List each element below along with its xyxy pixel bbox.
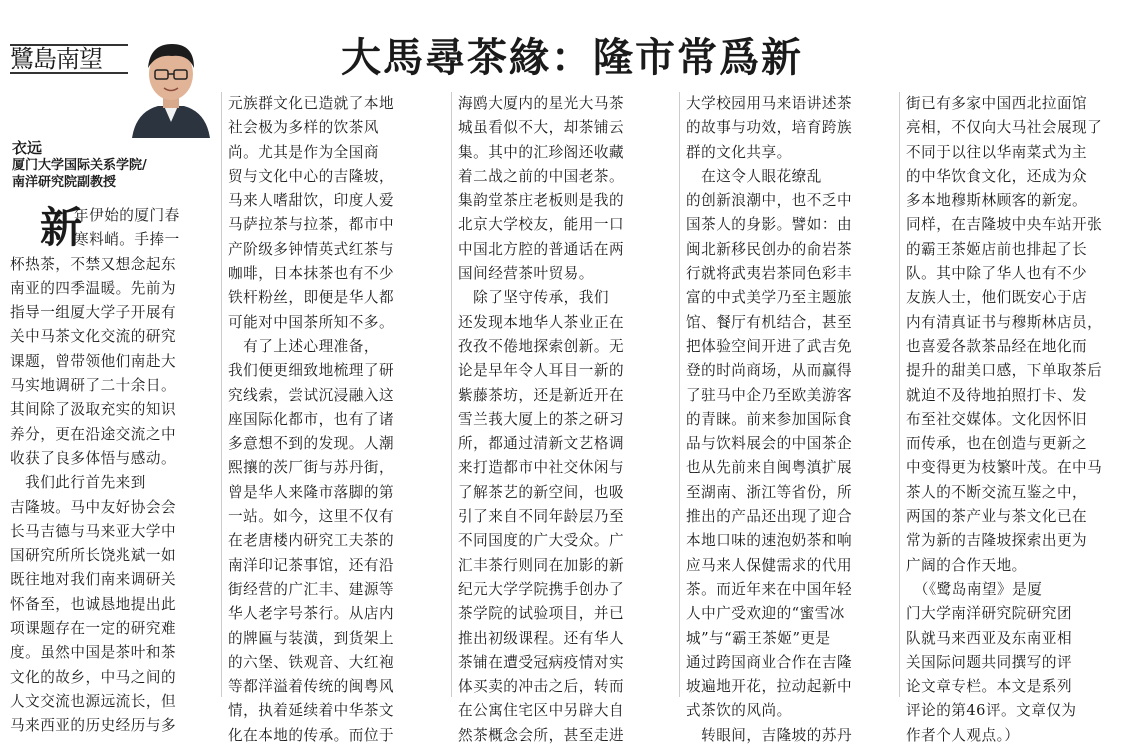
text-line: 元族群文化已造就了本地: [228, 95, 395, 112]
text-line: 不同于以往以华南菜式为主: [906, 143, 1088, 161]
text-line: 既往地对我们南来调研关: [10, 571, 177, 589]
column-divider: [221, 92, 222, 697]
text-line: 门大学南洋研究院研究团: [906, 605, 1073, 623]
article-column-1: [10, 204, 180, 739]
text-line: 在这令人眼花缭乱: [686, 167, 822, 185]
text-line: 关国际问题共同撰写的评: [906, 653, 1073, 671]
text-line: 在老唐楼内研究工夫茶的: [228, 532, 395, 550]
text-line: 亮相，不仅向大马社会展现了: [906, 119, 1103, 137]
text-line: 集韵堂茶庄老板则是我的: [458, 192, 625, 210]
text-line: 街经营的广汇丰、建源等: [228, 580, 395, 598]
author-title-line2: 南洋研究院副教授: [12, 175, 117, 190]
text-line: 的中华饮食文化，还成为众: [906, 167, 1088, 185]
text-line: 推出的产品还出现了迎合: [686, 508, 853, 526]
article-column-4: [686, 92, 852, 748]
text-line: 多意想不到的发现。人潮: [228, 435, 395, 453]
text-line: 长马吉德与马来亚大学中: [10, 522, 177, 540]
text-line: 来打造都市中社交休闲与: [458, 459, 625, 477]
text-line: 作者个人观点。）: [906, 726, 1020, 744]
text-line: 化在本地的传承。而位于: [228, 726, 395, 744]
text-line: 了解茶艺的新空间，也吸: [458, 483, 625, 501]
text-line: 内有清真证书与穆斯林店员，: [906, 313, 1103, 331]
text-line: 品与饮料展会的中国茶企: [686, 435, 853, 453]
text-line: 把体验空间开进了武吉免: [686, 337, 853, 355]
article-column-2: [228, 92, 394, 748]
text-line: 的霸王茶姬店前也排起了长: [906, 240, 1088, 258]
text-line: 群的文化共享。: [686, 143, 792, 161]
text-line: 闽北新移民创办的俞岩茶: [686, 240, 853, 258]
headline: 大馬尋茶緣：隆市常爲新: [341, 34, 803, 81]
text-line: 至湖南、浙江等省份，所: [686, 483, 853, 501]
text-line: 关中马茶文化交流的研究: [10, 328, 177, 346]
text-line: 还发现本地华人茶业正在: [458, 313, 625, 331]
text-line: 通过跨国商业合作在吉隆: [686, 653, 853, 671]
text-line: 国研究所所长饶兆斌一如: [10, 547, 177, 565]
text-line: 熙攘的茨厂街与苏丹街，: [228, 459, 395, 477]
text-line: 队就马来西亚及东南亚相: [906, 629, 1073, 647]
text-line: 也从先前来自闽粤滇扩展: [686, 459, 853, 477]
text-line: 式茶饮的风尚。: [686, 702, 792, 720]
text-line: 中国北方腔的普通话在两: [458, 240, 625, 258]
text-line: 纪元大学学院携手创办了: [458, 580, 625, 598]
text-line: 贸与文化中心的吉隆坡，: [228, 167, 395, 185]
text-line: 集。其中的汇珍阁还收藏: [458, 143, 625, 161]
text-line: 行就将武夷岩茶同色彩丰: [686, 265, 853, 283]
text-line: 寒料峭。手捧一: [74, 231, 180, 249]
text-line: 咖啡，日本抹茶也有不少: [228, 265, 395, 283]
author-portrait: [128, 36, 214, 138]
text-line: 情，执着延续着中华茶文: [228, 702, 395, 720]
text-line: 广阔的合作天地。: [906, 556, 1027, 574]
text-line: 提升的甜美口感，下单取茶后: [906, 362, 1103, 380]
text-line: 转眼间，吉隆坡的苏丹: [686, 726, 853, 744]
text-line: 也喜爱各款茶品经在地化而: [906, 337, 1088, 355]
text-line: 南亚的四季温暖。先前为: [10, 279, 177, 297]
text-line: 怀备至，也诚恳地提出此: [10, 595, 177, 613]
text-line: 馆、餐厅有机结合，甚至: [686, 313, 853, 331]
text-line: 尚。尤其是作为全国商: [228, 143, 379, 161]
text-line: 街已有多家中国西北拉面馆: [906, 95, 1088, 112]
column-divider: [899, 92, 900, 697]
text-line: 座国际化都市，也有了诸: [228, 410, 395, 428]
column-divider: [451, 92, 452, 697]
text-line: 引了来自不同年龄层乃至: [458, 508, 625, 526]
text-line: 友族人士，他们既安心于店: [906, 289, 1088, 307]
text-line: 我们此行首先来到: [10, 474, 146, 492]
text-line: 马来西亚的历史经历与多: [10, 717, 177, 735]
text-line: 大学校园用马来语讲述茶: [686, 95, 853, 112]
text-line: 南洋印记茶事馆，还有沿: [228, 556, 395, 574]
text-line: 体买卖的冲击之后，转而: [458, 678, 625, 696]
text-line: 城虽看似不大，却茶铺云: [458, 119, 625, 137]
article-column-3: [458, 92, 624, 748]
text-line: 收获了良多体悟与感动。: [10, 449, 177, 467]
author-name: 衣远: [12, 139, 43, 157]
text-line: 课题，曾带领他们南赴大: [10, 352, 177, 370]
text-line: 茶学院的试验项目，并已: [458, 605, 625, 623]
text-line: 本地口味的速泡奶茶和响: [686, 532, 853, 550]
text-line: 了驻马中企乃至欧美游客: [686, 386, 853, 404]
text-line: 茶。而近年来在中国年轻: [686, 580, 853, 598]
text-line: 铁杆粉丝，即便是华人都: [228, 289, 395, 307]
text-line: 多本地穆斯林顾客的新宠。: [906, 192, 1088, 210]
text-line: 常为新的吉隆坡探索出更为: [906, 532, 1088, 550]
column-divider: [679, 92, 680, 697]
text-line: 马萨拉茶与拉茶，都市中: [228, 216, 395, 234]
text-line: 的故事与功效，培育跨族: [686, 119, 853, 137]
text-line: 除了坚守传承，我们: [458, 289, 609, 307]
text-line: 人中广受欢迎的“蜜雪冰: [686, 605, 845, 623]
text-line: 曾是华人来隆市落脚的第: [228, 483, 395, 501]
text-line: 城”与“霸王茶姬”更是: [686, 629, 831, 647]
text-line: 两国的茶产业与茶文化已在: [906, 508, 1088, 526]
text-line: 茶人的不断交流互鉴之中，: [906, 483, 1088, 501]
text-line: 着二战之前的中国老茶。: [458, 167, 625, 185]
text-line: 论是早年令人耳目一新的: [458, 362, 625, 380]
text-line: 我们便更细致地梳理了研: [228, 362, 395, 380]
text-line: 的青睐。前来参加国际食: [686, 410, 853, 428]
text-line: 中变得更为枝繁叶茂。在中马: [906, 459, 1103, 477]
text-line: 然茶概念会所，甚至走进: [458, 726, 625, 744]
text-line: 产阶级多钟情英式红茶与: [228, 240, 395, 258]
text-line: 在公寓住宅区中另辟大自: [458, 702, 625, 720]
text-line: 杯热茶，不禁又想念起东: [10, 255, 177, 273]
text-line: （《鹭岛南望》是厦: [906, 580, 1043, 598]
text-line: 布至社交媒体。文化因怀旧: [906, 410, 1088, 428]
text-line: 度。虽然中国是茶叶和茶: [10, 644, 177, 662]
text-line: 评论的第46评。文章仅为: [906, 702, 1077, 720]
text-line: 海鸥大厦内的星光大马茶: [458, 95, 625, 112]
text-line: 推出初级课程。还有华人: [458, 629, 625, 647]
text-line: 就迫不及待地拍照打卡、发: [906, 386, 1088, 404]
text-line: 年伊始的厦门春: [74, 207, 180, 224]
text-line: 可能对中国茶所知不多。: [228, 313, 395, 331]
text-line: 登的时尚商场，从而赢得: [686, 362, 853, 380]
text-line: 究线索，尝试沉浸融入这: [228, 386, 395, 404]
text-line: 人文交流也源远流长，但: [10, 692, 177, 710]
text-line: 论文章专栏。本文是系列: [906, 678, 1073, 696]
text-line: 马实地调研了二十余日。: [10, 377, 177, 395]
text-line: 应马来人保健需求的代用: [686, 556, 853, 574]
author-info: [12, 140, 212, 191]
text-line: 的牌匾与装潢，到货架上: [228, 629, 395, 647]
text-line: 队。其中除了华人也有不少: [906, 265, 1088, 283]
text-line: 社会极为多样的饮茶风: [228, 119, 379, 137]
text-line: 汇丰茶行则同在加影的新: [458, 556, 625, 574]
text-line: 指导一组厦大学子开展有: [10, 304, 177, 322]
article-column-5: [906, 92, 1102, 748]
text-line: 紫藤茶坊，还是新近开在: [458, 386, 625, 404]
text-line: 不同国度的广大受众。广: [458, 532, 625, 550]
text-line: 文化的故乡，中马之间的: [10, 668, 177, 686]
text-line: 项课题存在一定的研究难: [10, 620, 177, 638]
text-line: 有了上述心理准备，: [228, 337, 379, 355]
text-line: 等都洋溢着传统的闽粤风: [228, 678, 395, 696]
text-line: 雪兰莪大厦上的茶之研习: [458, 410, 625, 428]
text-line: 茶铺在遭受冠病疫情对实: [458, 653, 625, 671]
text-line: 的六堡、铁观音、大红袍: [228, 653, 395, 671]
text-line: 国间经营茶叶贸易。: [458, 265, 594, 283]
text-line: 吉隆坡。马中友好协会会: [10, 498, 177, 516]
author-title-line1: 厦门大学国际关系学院/: [12, 158, 147, 173]
text-line: 富的中式美学乃至主题旅: [686, 289, 853, 307]
text-line: 而传承，也在创造与更新之: [906, 435, 1088, 453]
text-line: 坡遍地开花，拉动起新中: [686, 678, 853, 696]
text-line: 孜孜不倦地探索创新。无: [458, 337, 625, 355]
drop-cap: 新: [40, 203, 83, 252]
text-line: 马来人嗜甜饮，印度人爱: [228, 192, 395, 210]
text-line: 北京大学校友，能用一口: [458, 216, 625, 234]
text-line: 养分，更在沿途交流之中: [10, 425, 177, 443]
column-label: 鷺島南望: [10, 44, 128, 74]
text-line: 的创新浪潮中，也不乏中: [686, 192, 853, 210]
text-line: 华人老字号茶行。从店内: [228, 605, 395, 623]
text-line: 一站。如今，这里不仅有: [228, 508, 395, 526]
text-line: 所，都通过清新文艺格调: [458, 435, 625, 453]
text-line: 同样，在吉隆坡中央车站开张: [906, 216, 1103, 234]
text-line: 其间除了汲取充实的知识: [10, 401, 177, 419]
text-line: 国茶人的身影。譬如：由: [686, 216, 853, 234]
